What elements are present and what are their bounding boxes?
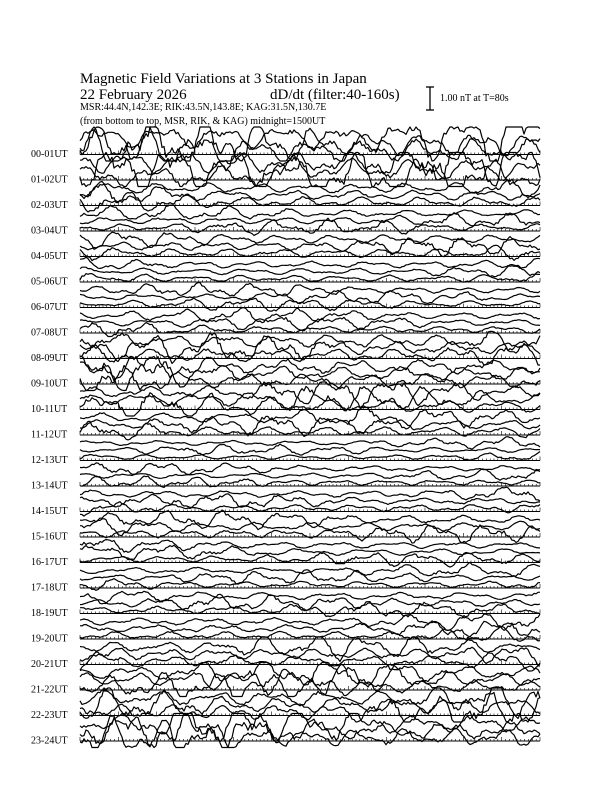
minute-ticks xyxy=(80,686,540,690)
hour-row xyxy=(31,153,540,187)
trace-rik xyxy=(80,444,540,455)
scale-bar xyxy=(426,87,434,110)
trace-kag xyxy=(80,331,540,350)
hour-label: 15-16UT xyxy=(31,531,68,543)
hour-label: 04-05UT xyxy=(31,251,68,262)
trace-kag xyxy=(80,308,540,323)
trace-msr xyxy=(80,127,540,161)
trace-kag xyxy=(80,437,540,450)
hour-label: 08-09UT xyxy=(31,353,68,364)
trace-kag xyxy=(80,408,540,429)
trace-kag xyxy=(80,510,540,529)
hour-row xyxy=(31,591,540,619)
trace-rik xyxy=(80,213,540,226)
trace-kag xyxy=(80,357,540,381)
minute-ticks xyxy=(80,737,540,741)
hour-row xyxy=(31,614,540,645)
hour-label: 21-22UT xyxy=(31,684,68,696)
hour-label: 16-17UT xyxy=(31,557,68,568)
hour-row xyxy=(31,562,540,593)
trace-kag xyxy=(80,591,540,604)
trace-kag xyxy=(80,463,540,475)
hour-label: 18-19UT xyxy=(31,608,68,619)
hour-row xyxy=(31,688,540,722)
hour-label: 00-01UT xyxy=(31,149,68,160)
hour-label: 06-07UT xyxy=(31,302,68,313)
trace-msr xyxy=(80,553,540,568)
hour-row xyxy=(31,308,540,339)
hour-label: 14-15UT xyxy=(31,506,68,517)
hour-label: 03-04UT xyxy=(31,225,68,237)
chart-date: 22 February 2026 xyxy=(80,87,187,103)
hour-row xyxy=(31,510,540,543)
hour-label: 19-20UT xyxy=(31,633,68,645)
trace-rik xyxy=(80,519,540,536)
hour-row xyxy=(31,437,540,466)
trace-rik xyxy=(80,545,540,559)
hour-row xyxy=(31,205,540,236)
trace-kag xyxy=(80,205,540,219)
trace-msr xyxy=(80,672,540,696)
trace-kag xyxy=(80,562,540,576)
hour-label: 09-10UT xyxy=(31,378,68,390)
hour-row xyxy=(31,283,540,314)
hour-label: 20-21UT xyxy=(31,659,68,670)
hour-label: 22-23UT xyxy=(31,710,68,721)
trace-kag xyxy=(80,257,540,268)
hour-row xyxy=(31,463,540,492)
hour-label: 12-13UT xyxy=(31,455,68,466)
trace-kag xyxy=(80,283,540,297)
hour-label: 01-02UT xyxy=(31,174,68,186)
hour-label: 07-08UT xyxy=(31,327,68,339)
hour-label: 05-06UT xyxy=(31,276,68,288)
hour-label: 02-03UT xyxy=(31,200,68,211)
hour-row xyxy=(31,637,540,671)
hour-row xyxy=(31,232,540,262)
chart-title: Magnetic Field Variations at 3 Stations in Japan xyxy=(80,71,367,87)
hour-label: 17-18UT xyxy=(31,582,68,594)
minute-ticks xyxy=(80,202,540,206)
chart-quantity: dD/dt (filter:40-160s) xyxy=(270,87,400,103)
hour-row xyxy=(31,540,540,568)
hour-label: 13-14UT xyxy=(31,480,68,492)
station-coordinates: MSR:44.4N,142.3E; RIK:43.5N,143.8E; KAG:31.5N,130.7E xyxy=(80,102,327,113)
hour-label: 23-24UT xyxy=(31,735,68,747)
trace-msr xyxy=(80,716,540,748)
hour-row xyxy=(31,408,540,441)
trace-kag xyxy=(80,540,540,553)
hour-label: 11-12UT xyxy=(31,429,68,441)
scale-bar-label: 1.00 nT at T=80s xyxy=(440,93,509,104)
trace-kag xyxy=(80,487,540,501)
station-order-note: (from bottom to top, MSR, RIK, & KAG) midnight=1500UT xyxy=(80,116,326,127)
minute-ticks xyxy=(80,151,540,155)
hour-row xyxy=(31,257,540,287)
hour-label: 10-11UT xyxy=(31,404,68,415)
trace-rik xyxy=(80,469,540,481)
